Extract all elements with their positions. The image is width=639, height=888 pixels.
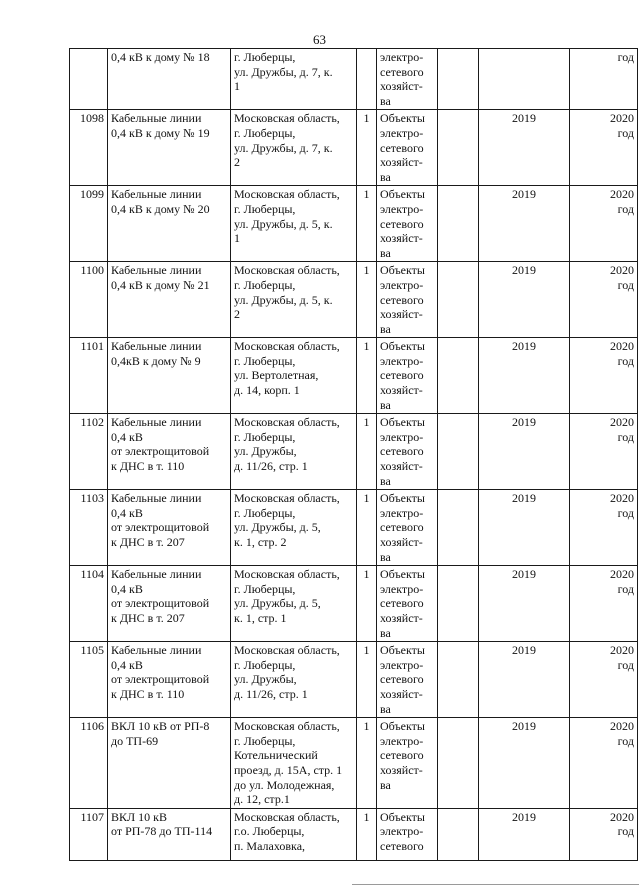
object-type-cell-line: Объекты: [380, 111, 425, 126]
object-name-cell-line: Кабельные линии: [111, 187, 202, 202]
address-cell-line: д. 11/26, стр. 1: [234, 459, 308, 474]
end-year-cell: [570, 566, 638, 642]
object-type-cell-line: хозяйст-: [380, 762, 423, 777]
end-year-cell-line: год: [617, 657, 634, 672]
start-year-cell: 2019: [479, 186, 570, 262]
address-cell-line: Московская область,: [234, 415, 340, 430]
object-type-cell: [377, 718, 438, 809]
address-cell-line: г. Люберцы,: [234, 201, 296, 216]
end-year-cell: [570, 642, 638, 718]
object-name-cell-line: к ДНС в т. 207: [111, 535, 185, 549]
table-row: [70, 338, 638, 414]
quantity-cell: [357, 49, 377, 110]
address-cell-line: г. Люберцы,: [234, 505, 296, 520]
address-cell-line: д. 12, стр.1: [234, 792, 290, 807]
empty-cell: [438, 49, 479, 110]
address-cell-line: ул. Дружбы,: [234, 444, 297, 459]
address-cell-line: ул. Вертолетная,: [234, 368, 319, 383]
row-number-cell: [70, 49, 108, 110]
object-name-cell: [108, 642, 231, 718]
object-type-cell-line: электро-: [380, 581, 424, 596]
address-cell-line: ул. Дружбы,: [234, 672, 297, 687]
address-cell-line: Московская область,: [234, 643, 340, 658]
start-year-cell: 2019: [479, 110, 570, 186]
object-name-cell-line: Кабельные линии: [111, 339, 202, 354]
object-type-cell-line: ва: [380, 321, 391, 336]
end-year-cell-line: 2020: [610, 263, 634, 278]
empty-cell: [438, 642, 479, 718]
end-year-cell-line: год: [617, 581, 634, 596]
address-cell-line: ул. Дружбы, д. 5,: [234, 596, 321, 611]
object-type-cell-line: Объекты: [380, 719, 425, 734]
object-type-cell-line: электро-: [380, 505, 424, 520]
address-cell-line: п. Малаховка,: [234, 838, 306, 853]
address-cell-line: г. Люберцы,: [234, 733, 296, 748]
object-type-cell-line: ва: [380, 93, 391, 108]
address-cell-line: г. Люберцы,: [234, 657, 296, 672]
object-type-cell: [377, 186, 438, 262]
footer-divider: [352, 884, 639, 885]
address-cell-line: Московская область,: [234, 339, 340, 354]
end-year-cell: [570, 110, 638, 186]
object-name-cell: [108, 338, 231, 414]
object-type-cell-line: сетевого: [380, 748, 424, 763]
address-cell-line: г.о. Люберцы,: [234, 824, 305, 839]
address-cell-line: Московская область,: [234, 719, 340, 734]
object-type-cell-line: электро-: [380, 353, 424, 368]
object-name-cell-line: от РП-78 до ТП-114: [111, 824, 213, 839]
quantity-cell: 1: [357, 490, 377, 566]
object-name-cell-line: от электрощитовой: [111, 672, 210, 687]
table-row: [70, 262, 638, 338]
start-year-cell: [479, 49, 570, 110]
table-row: [70, 566, 638, 642]
object-name-cell: [108, 49, 231, 110]
object-type-cell-line: ва: [380, 169, 391, 184]
object-name-cell-line: Кабельные линии: [111, 111, 202, 126]
object-type-cell-line: ва: [380, 701, 391, 716]
address-cell: [231, 414, 357, 490]
object-type-cell-line: Объекты: [380, 415, 425, 430]
empty-cell: [438, 414, 479, 490]
address-cell-line: ул. Дружбы, д. 5, к.: [234, 292, 333, 307]
end-year-cell: [570, 808, 638, 860]
address-cell-line: д. 11/26, стр. 1: [234, 686, 308, 701]
quantity-cell: 1: [357, 110, 377, 186]
object-type-cell-line: Объекты: [380, 809, 425, 824]
end-year-cell-line: 2020: [610, 809, 634, 824]
table-row: [70, 808, 638, 860]
address-cell-line: д. 14, корп. 1: [234, 383, 300, 398]
row-number-cell: 1101: [70, 338, 108, 414]
object-name-cell-line: Кабельные линии: [111, 643, 202, 658]
object-type-cell-line: ва: [380, 549, 391, 564]
object-name-cell: [108, 262, 231, 338]
address-cell-line: г. Люберцы,: [234, 429, 296, 444]
empty-cell: [438, 338, 479, 414]
object-type-cell-line: ва: [380, 777, 391, 792]
address-cell-line: Московская область,: [234, 491, 340, 506]
object-type-cell-line: хозяйст-: [380, 383, 423, 398]
end-year-cell-line: 2020: [610, 187, 634, 202]
end-year-cell-line: год: [617, 50, 634, 64]
object-type-cell-line: электро-: [380, 50, 424, 64]
object-type-cell-line: хозяйст-: [380, 231, 423, 246]
empty-cell: [438, 262, 479, 338]
object-name-cell-line: 0,4 кВ к дому № 21: [111, 277, 210, 292]
address-cell: [231, 718, 357, 809]
address-cell: [231, 490, 357, 566]
empty-cell: [438, 490, 479, 566]
end-year-cell-line: год: [617, 353, 634, 368]
end-year-cell-line: год: [617, 733, 634, 748]
start-year-cell: 2019: [479, 718, 570, 809]
object-type-cell: [377, 49, 438, 110]
object-type-cell-line: сетевого: [380, 64, 424, 79]
address-cell-line: г. Люберцы,: [234, 581, 296, 596]
object-name-cell-line: ВКЛ 10 кВ от РП-8: [111, 719, 210, 734]
object-type-cell-line: сетевого: [380, 216, 424, 231]
object-type-cell-line: хозяйст-: [380, 535, 423, 549]
object-name-cell-line: 0,4 кВ: [111, 657, 143, 672]
object-type-cell-line: сетевого: [380, 292, 424, 307]
end-year-cell-line: год: [617, 201, 634, 216]
start-year-cell: 2019: [479, 262, 570, 338]
start-year-cell: 2019: [479, 642, 570, 718]
address-cell-line: г. Люберцы,: [234, 50, 296, 64]
object-name-cell-line: к ДНС в т. 110: [111, 459, 185, 474]
start-year-cell: 2019: [479, 414, 570, 490]
object-name-cell-line: 0,4 кВ: [111, 581, 143, 596]
quantity-cell: 1: [357, 718, 377, 809]
object-name-cell: [108, 566, 231, 642]
row-number-cell: 1103: [70, 490, 108, 566]
object-type-cell-line: Объекты: [380, 491, 425, 506]
start-year-cell: 2019: [479, 566, 570, 642]
object-name-cell-line: к ДНС в т. 207: [111, 610, 185, 625]
table-row: [70, 110, 638, 186]
object-name-cell-line: Кабельные линии: [111, 491, 202, 506]
object-name-cell-line: от электрощитовой: [111, 596, 210, 611]
address-cell: [231, 808, 357, 860]
quantity-cell: 1: [357, 808, 377, 860]
object-type-cell-line: сетевого: [380, 672, 424, 687]
object-type-cell-line: ва: [380, 625, 391, 640]
empty-cell: [438, 186, 479, 262]
object-type-cell-line: Объекты: [380, 263, 425, 278]
object-type-cell-line: Объекты: [380, 187, 425, 202]
object-type-cell: [377, 414, 438, 490]
object-type-cell: [377, 490, 438, 566]
object-name-cell-line: Кабельные линии: [111, 263, 202, 278]
object-name-cell-line: Кабельные линии: [111, 415, 202, 430]
object-name-cell: [108, 718, 231, 809]
table-row: [70, 642, 638, 718]
address-cell-line: Московская область,: [234, 111, 340, 126]
object-type-cell-line: сетевого: [380, 596, 424, 611]
address-cell-line: ул. Дружбы, д. 5,: [234, 520, 321, 535]
object-type-cell-line: сетевого: [380, 520, 424, 535]
address-cell-line: ул. Дружбы, д. 7, к.: [234, 140, 333, 155]
end-year-cell: [570, 490, 638, 566]
start-year-cell: 2019: [479, 490, 570, 566]
object-name-cell-line: 0,4 кВ: [111, 429, 143, 444]
object-name-cell-line: 0,4 кВ к дому № 19: [111, 125, 210, 140]
object-name-cell-line: 0,4 кВ: [111, 505, 143, 520]
table-row: [70, 718, 638, 809]
row-number-cell: 1102: [70, 414, 108, 490]
table-row: [70, 186, 638, 262]
object-name-cell-line: 0,4 кВ к дому № 20: [111, 201, 210, 216]
address-cell-line: 2: [234, 307, 240, 322]
start-year-cell: 2019: [479, 338, 570, 414]
object-name-cell-line: 0,4кВ к дому № 9: [111, 353, 201, 368]
object-name-cell-line: от электрощитовой: [111, 520, 210, 535]
table-row: [70, 490, 638, 566]
object-type-cell-line: ва: [380, 245, 391, 260]
row-number-cell: 1107: [70, 808, 108, 860]
object-name-cell-line: ВКЛ 10 кВ: [111, 809, 167, 824]
object-type-cell-line: электро-: [380, 125, 424, 140]
address-cell: [231, 642, 357, 718]
address-cell-line: к. 1, стр. 1: [234, 610, 287, 625]
object-type-cell-line: электро-: [380, 201, 424, 216]
end-year-cell: [570, 414, 638, 490]
object-type-cell-line: Объекты: [380, 339, 425, 354]
empty-cell: [438, 718, 479, 809]
object-type-cell-line: сетевого: [380, 838, 424, 853]
address-cell-line: до ул. Молодежная,: [234, 777, 335, 792]
address-cell: [231, 262, 357, 338]
address-cell: [231, 566, 357, 642]
address-cell-line: г. Люберцы,: [234, 353, 296, 368]
assets-table: [69, 48, 638, 861]
end-year-cell-line: 2020: [610, 643, 634, 658]
object-name-cell: [108, 490, 231, 566]
object-type-cell-line: сетевого: [380, 140, 424, 155]
object-type-cell-line: электро-: [380, 824, 424, 839]
object-type-cell: [377, 262, 438, 338]
object-name-cell: [108, 808, 231, 860]
object-name-cell: [108, 414, 231, 490]
object-type-cell-line: сетевого: [380, 444, 424, 459]
end-year-cell: [570, 718, 638, 809]
object-type-cell-line: хозяйст-: [380, 79, 423, 94]
address-cell-line: 2: [234, 155, 240, 170]
object-type-cell-line: хозяйст-: [380, 459, 423, 474]
end-year-cell-line: 2020: [610, 567, 634, 582]
object-name-cell-line: к ДНС в т. 110: [111, 686, 185, 701]
address-cell-line: г. Люберцы,: [234, 125, 296, 140]
object-type-cell-line: хозяйст-: [380, 155, 423, 170]
object-type-cell-line: хозяйст-: [380, 307, 423, 322]
end-year-cell: [570, 186, 638, 262]
end-year-cell: [570, 49, 638, 110]
object-type-cell: [377, 338, 438, 414]
quantity-cell: 1: [357, 338, 377, 414]
quantity-cell: 1: [357, 262, 377, 338]
end-year-cell-line: 2020: [610, 491, 634, 506]
address-cell-line: 1: [234, 79, 240, 94]
address-cell-line: Московская область,: [234, 567, 340, 582]
table-row: [70, 414, 638, 490]
row-number-cell: 1098: [70, 110, 108, 186]
address-cell-line: к. 1, стр. 2: [234, 535, 287, 549]
end-year-cell-line: 2020: [610, 719, 634, 734]
object-name-cell-line: от электрощитовой: [111, 444, 210, 459]
quantity-cell: 1: [357, 642, 377, 718]
address-cell-line: ул. Дружбы, д. 5, к.: [234, 216, 333, 231]
table-row: [70, 49, 638, 110]
object-type-cell-line: электро-: [380, 733, 424, 748]
end-year-cell: [570, 338, 638, 414]
quantity-cell: 1: [357, 414, 377, 490]
address-cell-line: ул. Дружбы, д. 7, к.: [234, 64, 333, 79]
address-cell-line: Московская область,: [234, 187, 340, 202]
quantity-cell: 1: [357, 186, 377, 262]
object-type-cell-line: Объекты: [380, 567, 425, 582]
end-year-cell-line: год: [617, 429, 634, 444]
address-cell: [231, 49, 357, 110]
object-type-cell-line: электро-: [380, 657, 424, 672]
object-type-cell-line: Объекты: [380, 643, 425, 658]
object-name-cell: [108, 186, 231, 262]
object-type-cell-line: ва: [380, 397, 391, 412]
object-name-cell-line: Кабельные линии: [111, 567, 202, 582]
address-cell-line: Котельнический: [234, 748, 318, 763]
object-name-cell-line: до ТП-69: [111, 733, 159, 748]
object-type-cell-line: хозяйст-: [380, 610, 423, 625]
end-year-cell-line: 2020: [610, 339, 634, 354]
object-type-cell-line: ва: [380, 473, 391, 488]
row-number-cell: 1100: [70, 262, 108, 338]
object-name-cell-line: 0,4 кВ к дому № 18: [111, 50, 210, 64]
address-cell-line: проезд, д. 15А, стр. 1: [234, 762, 343, 777]
empty-cell: [438, 110, 479, 186]
object-type-cell: [377, 566, 438, 642]
object-type-cell: [377, 642, 438, 718]
end-year-cell: [570, 262, 638, 338]
end-year-cell-line: 2020: [610, 111, 634, 126]
end-year-cell-line: год: [617, 505, 634, 520]
object-type-cell: [377, 110, 438, 186]
end-year-cell-line: год: [617, 125, 634, 140]
address-cell: [231, 338, 357, 414]
empty-cell: [438, 808, 479, 860]
object-name-cell: [108, 110, 231, 186]
object-type-cell-line: электро-: [380, 277, 424, 292]
address-cell: [231, 186, 357, 262]
row-number-cell: 1104: [70, 566, 108, 642]
address-cell-line: Московская область,: [234, 263, 340, 278]
row-number-cell: 1099: [70, 186, 108, 262]
row-number-cell: 1106: [70, 718, 108, 809]
empty-cell: [438, 566, 479, 642]
address-cell-line: г. Люберцы,: [234, 277, 296, 292]
object-type-cell-line: электро-: [380, 429, 424, 444]
object-type-cell: [377, 808, 438, 860]
row-number-cell: 1105: [70, 642, 108, 718]
start-year-cell: 2019: [479, 808, 570, 860]
end-year-cell-line: 2020: [610, 415, 634, 430]
object-type-cell-line: хозяйст-: [380, 686, 423, 701]
page-number: 63: [313, 32, 326, 47]
quantity-cell: 1: [357, 566, 377, 642]
end-year-cell-line: год: [617, 824, 634, 839]
address-cell-line: 1: [234, 231, 240, 246]
address-cell: [231, 110, 357, 186]
object-type-cell-line: сетевого: [380, 368, 424, 383]
end-year-cell-line: год: [617, 277, 634, 292]
address-cell-line: Московская область,: [234, 809, 340, 824]
